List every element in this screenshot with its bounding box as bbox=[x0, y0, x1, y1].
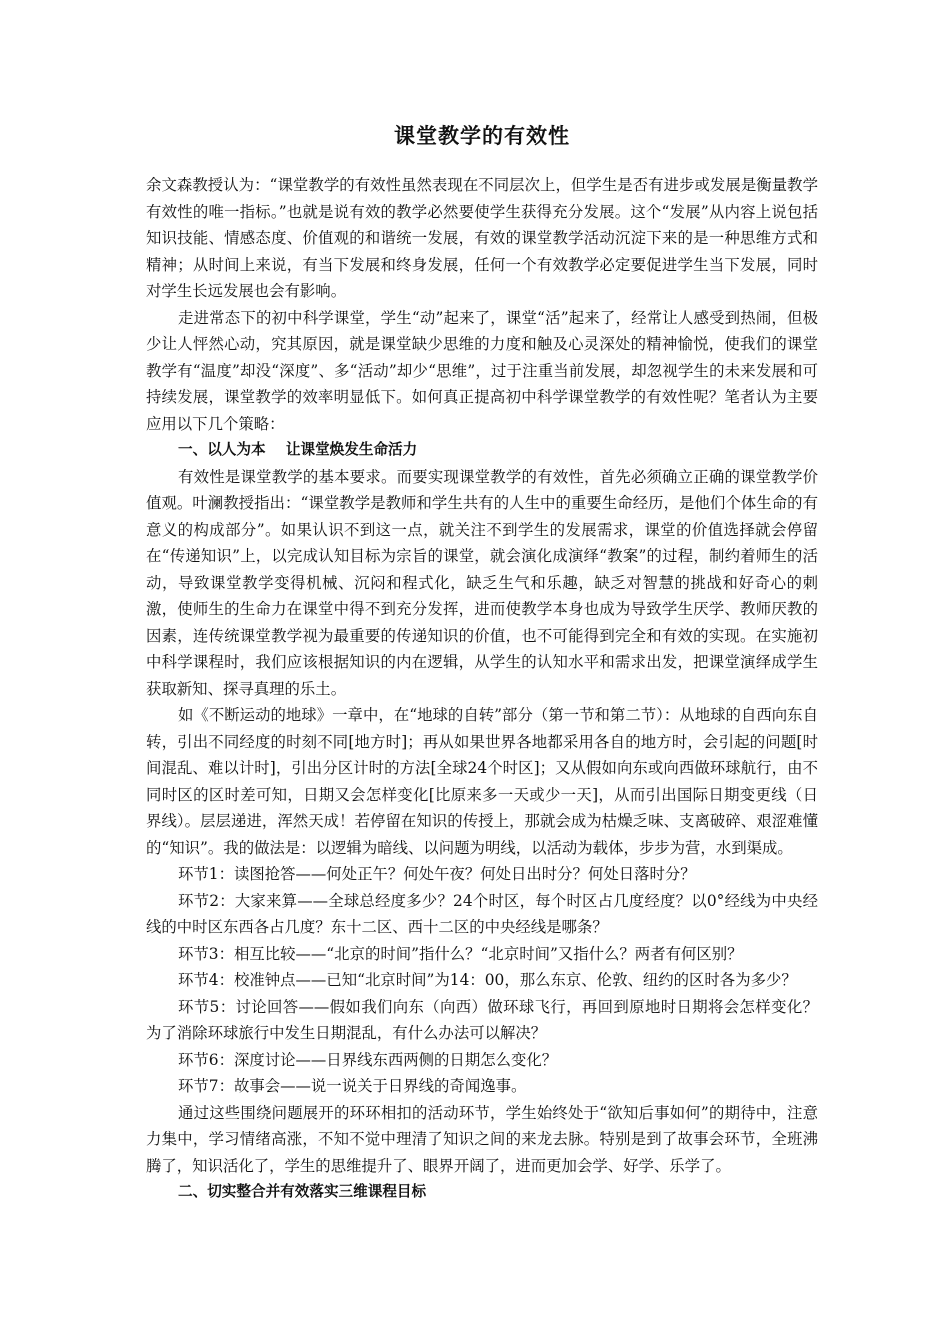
step-item-3: 环节3：相互比较——“北京的时间”指什么？“北京时间”又指什么？两者有何区别？ bbox=[178, 944, 743, 963]
document-title: 课堂教学的有效性 bbox=[394, 124, 570, 148]
section-heading-1: 一、以人为本 让课堂焕发生命活力 bbox=[178, 441, 418, 458]
step-item-4: 环节4：校准钟点——已知“北京时间”为14：00，那么东京、伦敦、纽约的区时各为多少？ bbox=[178, 971, 797, 989]
paragraph-conclusion: 通过这些围绕问题展开的环环相扣的活动环节，学生始终处于“欲知后事如何”的期待中，注意力集中，学习情绪高涨，不知不觉中理清了知识之间的来龙去脉。特别是到了故事会环节，全班沸腾了，知识活化了，学生的思维提升了、眼界开阔了，进而更加会学、好学、乐学了。 bbox=[146, 1103, 818, 1175]
paragraph-intro: 余文森教授认为：“课堂教学的有效性虽然表现在不同层次上，但学生是否有进步或发展是衡量教学有效性的唯一指标。”也就是说有效的教学必然要使学生获得充分发展。这个“发展”从内容上说包括知识技能、情感态度、价值观的和谐统一发展，有效的课堂教学活动沉淀下来的是一种思维方式和精神；从时间上来说，有当下发展和终身发展，任何一个有效教学必定要促进学生当下发展，同时对学生长远发展也会有影响。 bbox=[146, 176, 818, 300]
step-item-5: 环节5：讨论回答——假如我们向东（向西）做环球飞行，再回到原地时日期将会怎样变化？为了消除环球旅行中发生日期混乱，有什么办法可以解决？ bbox=[146, 997, 818, 1042]
step-item-6: 环节6：深度讨论——日界线东西两侧的日期怎么变化？ bbox=[178, 1050, 558, 1069]
document-page bbox=[146, 122, 818, 1206]
section-heading-2: 二、切实整合并有效落实三维课程目标 bbox=[178, 1183, 427, 1200]
paragraph-earth-example: 如《不断运动的地球》一章中，在“地球的自转”部分（第一节和第二节）：从地球的自西向东自转，引出不同经度的时刻不同[地方时]；再从如果世界各地都采用各自的地方时，会引起的问题[时间混乱、难以计时]，引出分区计时的方法[全球24个时区]；又从假如向东或向西做环球航行，由不同时区的区时差可知，日期又会怎样变化[比原来多一天或少一天]，从而引出国际日期变更线（日界线）。层层递进，浑然天成！若停留在知识的传授上，那就会成为枯燥乏味、支离破碎、艰涩难懂的“知识”。我的做法是：以逻辑为暗线、以问题为明线，以活动为载体，步步为营，水到渠成。 bbox=[146, 706, 818, 857]
step-item-1: 环节1：读图抢答——何处正午？何处午夜？何处日出时分？何处日落时分？ bbox=[178, 865, 696, 883]
paragraph-effectiveness: 有效性是课堂教学的基本要求。而要实现课堂教学的有效性，首先必须确立正确的课堂教学价值观。叶澜教授指出：“课堂教学是教师和学生共有的人生中的重要生命经历，是他们个体生命的有意义的构成部分”。如果认识不到这一点，就关注不到学生的发展需求，课堂的价值选择就会停留在“传递知识”上，以完成认知目标为宗旨的课堂，就会演化成演绎“教案”的过程，制约着师生的活动，导致课堂教学变得机械、沉闷和程式化，缺乏生气和乐趣，缺乏对智慧的挑战和好奇心的刺激，使师生的生命力在课堂中得不到充分发挥，进而使教学本身也成为导致学生厌学、教师厌教的因素，连传统课堂教学视为最重要的传递知识的价值，也不可能得到完全和有效的实现。在实施初中科学课程时，我们应该根据知识的内在逻辑，从学生的认知水平和需求出发，把课堂演绎成学生获取新知、探寻真理的乐土。 bbox=[146, 467, 818, 698]
step-item-7: 环节7：故事会——说一说关于日界线的奇闻逸事。 bbox=[178, 1077, 527, 1095]
paragraph-classroom-observation: 走进常态下的初中科学课堂，学生“动”起来了，课堂“活”起来了，经常让人感受到热闹，但极少让人怦然心动，究其原因，就是课堂缺少思维的力度和触及心灵深处的精神愉悦，使我们的课堂教学有“温度”却没“深度”、多“活动”却少“思维”，过于注重当前发展，却忽视学生的未来发展和可持续发展，课堂教学的效率明显低下。如何真正提高初中科学课堂教学的有效性呢？笔者认为主要应用以下几个策略： bbox=[146, 308, 818, 433]
step-item-2: 环节2：大家来算——全球总经度多少？24个时区，每个时区占几度经度？以0°经线为中央经线的中时区东西各占几度？东十二区、西十二区的中央经线是哪条？ bbox=[146, 891, 818, 936]
